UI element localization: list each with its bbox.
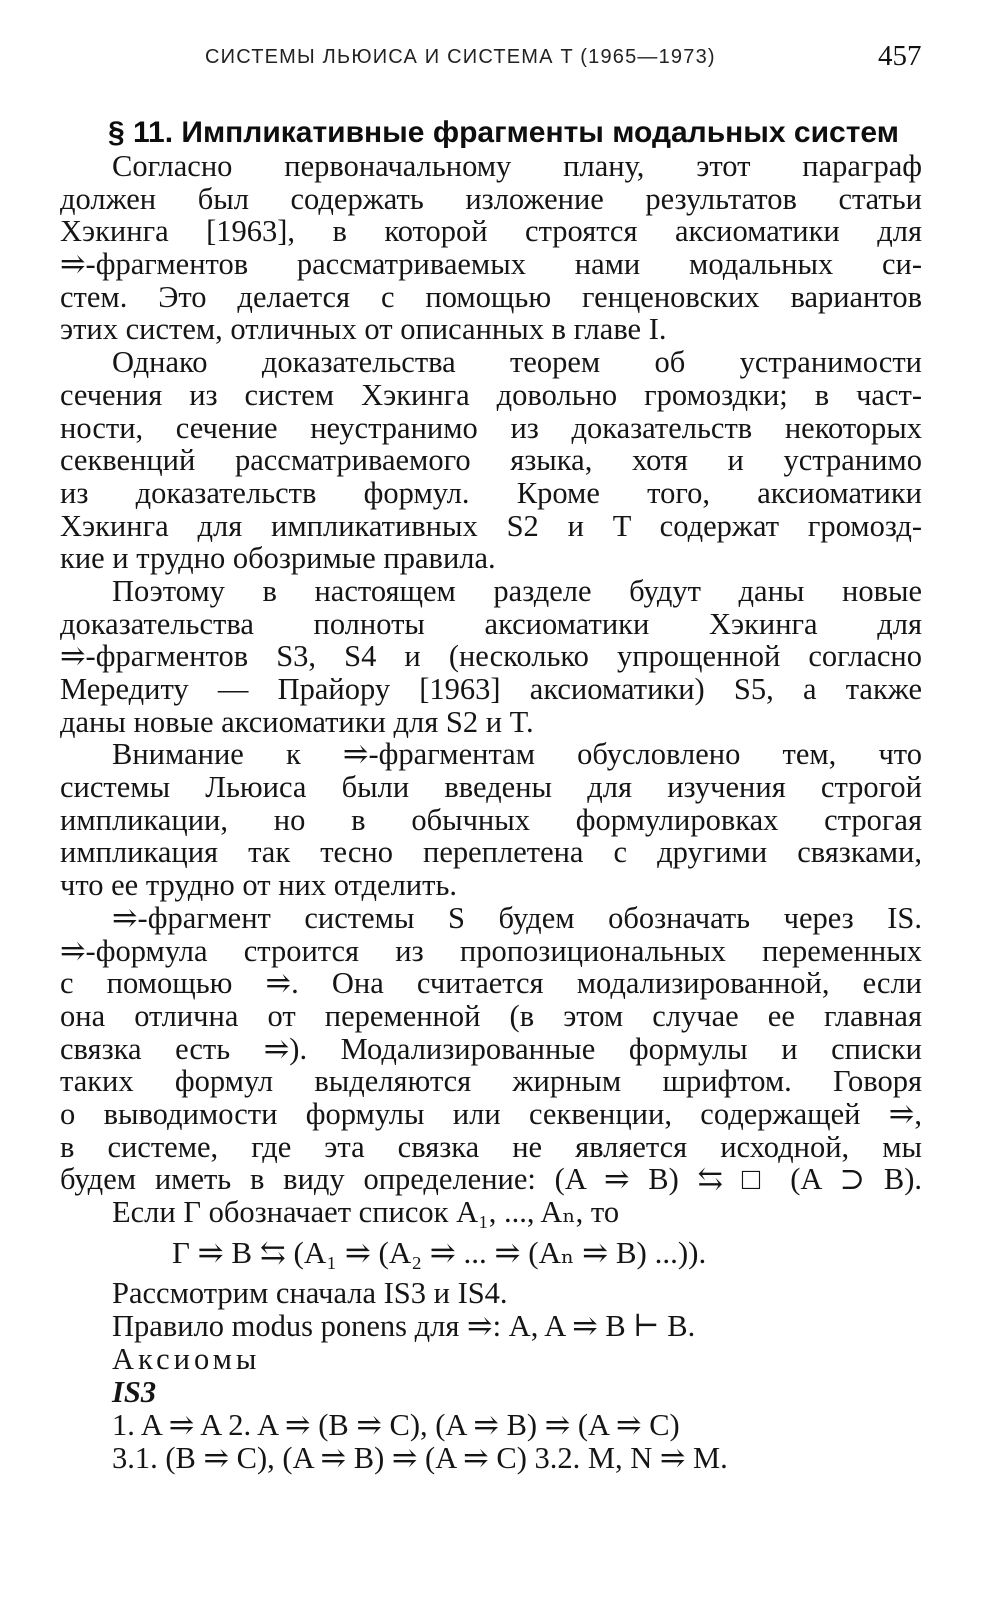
page-number: 457 <box>878 40 922 72</box>
text-line: о выводимости формулы или секвенции, содержащей ⥤, <box>60 1096 922 1131</box>
text-line: таких формул выделяются жирным шрифтом. Говоря <box>60 1064 922 1099</box>
text-line: она отлична от переменной (в этом случае ее главная <box>60 998 922 1033</box>
display-formula: Г ⥤ B ⇆ (A₁ ⥤ (A₂ ⥤ ... ⥤ (Aₙ ⥤ B) ...)). <box>172 1234 707 1270</box>
text-line: импликации, но в обычных формулировках строгая <box>60 802 922 837</box>
axioms-heading: Аксиомы <box>112 1341 261 1376</box>
text-line: должен был содержать изложение результатов статьи <box>60 181 922 216</box>
text-line: импликация так тесно переплетена с другими связками, <box>60 835 922 870</box>
paragraph-2 <box>60 346 922 575</box>
axiom-line: 3.1. (B ⥤ C), (A ⥤ B) ⥤ (A ⥤ C) 3.2. M, N ⥤ M. <box>112 1440 728 1475</box>
system-label: IS3 <box>112 1374 157 1409</box>
text-line: ⥤-формула строится из пропозициональных переменных <box>60 933 922 968</box>
text-line: этих систем, отличных от описанных в главе I. <box>60 312 667 347</box>
text-line: секвенций рассматриваемого языка, хотя и устранимо <box>60 443 922 478</box>
text-line: связка есть ⥤). Модализированные формулы и списки <box>60 1031 922 1066</box>
text-line: что ее трудно от них отделить. <box>60 868 457 903</box>
text-line: ⥤-фрагментов рассматриваемых нами модальных си- <box>60 247 922 282</box>
text-line: кие и трудно обозримые правила. <box>60 541 496 576</box>
body-text <box>60 150 922 1475</box>
modus-ponens-rule: Правило modus ponens для ⥤: A, A ⥤ B ⊢ B. <box>112 1308 696 1343</box>
text-line: с помощью ⥤. Она считается модализированной, если <box>60 966 922 1001</box>
text-line: Поэтому в настоящем разделе будут даны новые <box>112 573 922 608</box>
text-line: будем иметь в виду определение: (A ⥤ B) ⇆ □ (A ⊃ B). <box>60 1162 922 1197</box>
text-line: системы Льюиса были введены для изучения строгой <box>60 770 922 805</box>
text-line: Рассмотрим сначала IS3 и IS4. <box>112 1275 508 1310</box>
text-line: даны новые аксиоматики для S2 и T. <box>60 704 534 739</box>
axiom-line: 1. A ⥤ A 2. A ⥤ (B ⥤ C), (A ⥤ B) ⥤ (A ⥤ C) <box>112 1407 680 1442</box>
text-line: в системе, где эта связка не является исходной, мы <box>60 1129 922 1164</box>
text-line: ⥤-фрагментов S3, S4 и (несколько упрощенной согласно <box>60 639 922 674</box>
text-line: доказательства полноты аксиоматики Хэкинга для <box>60 606 922 641</box>
paragraph-3 <box>60 575 922 738</box>
text-line: Если Г обозначает список A₁, ..., Aₙ, то <box>112 1195 620 1229</box>
paragraph-6 <box>60 1196 922 1229</box>
text-line: из доказательств формул. Кроме того, аксиоматики <box>60 475 922 510</box>
paragraph-4 <box>60 738 922 901</box>
text-line: Хэкинга [1963], в которой строятся аксиоматики для <box>60 214 922 249</box>
section-heading: § 11. Импликативные фрагменты модальных систем <box>108 116 899 149</box>
running-head <box>0 40 991 80</box>
text-line: стем. Это делается с помощью генценовских вариантов <box>60 279 922 314</box>
text-line: Мередиту — Прайору [1963] аксиоматики) S5, а также <box>60 672 922 706</box>
text-line: ности, сечение неустранимо из доказательств некоторых <box>60 410 922 445</box>
text-line: Хэкинга для импликативных S2 и T содержат громозд- <box>60 508 922 543</box>
text-line: ⥤-фрагмент системы S будем обозначать через IS. <box>112 900 922 935</box>
text-line: сечения из систем Хэкинга довольно громоздки; в част- <box>60 377 922 412</box>
text-line: Согласно первоначальному плану, этот параграф <box>112 149 922 183</box>
paragraph-1 <box>60 150 922 346</box>
paragraph-5 <box>60 902 922 1196</box>
text-line: Внимание к ⥤-фрагментам обусловлено тем, что <box>112 737 922 772</box>
text-line: Однако доказательства теорем об устранимости <box>112 345 922 380</box>
running-head-title: СИСТЕМЫ ЛЬЮИСА И СИСТЕМА T (1965—1973) <box>205 46 716 68</box>
